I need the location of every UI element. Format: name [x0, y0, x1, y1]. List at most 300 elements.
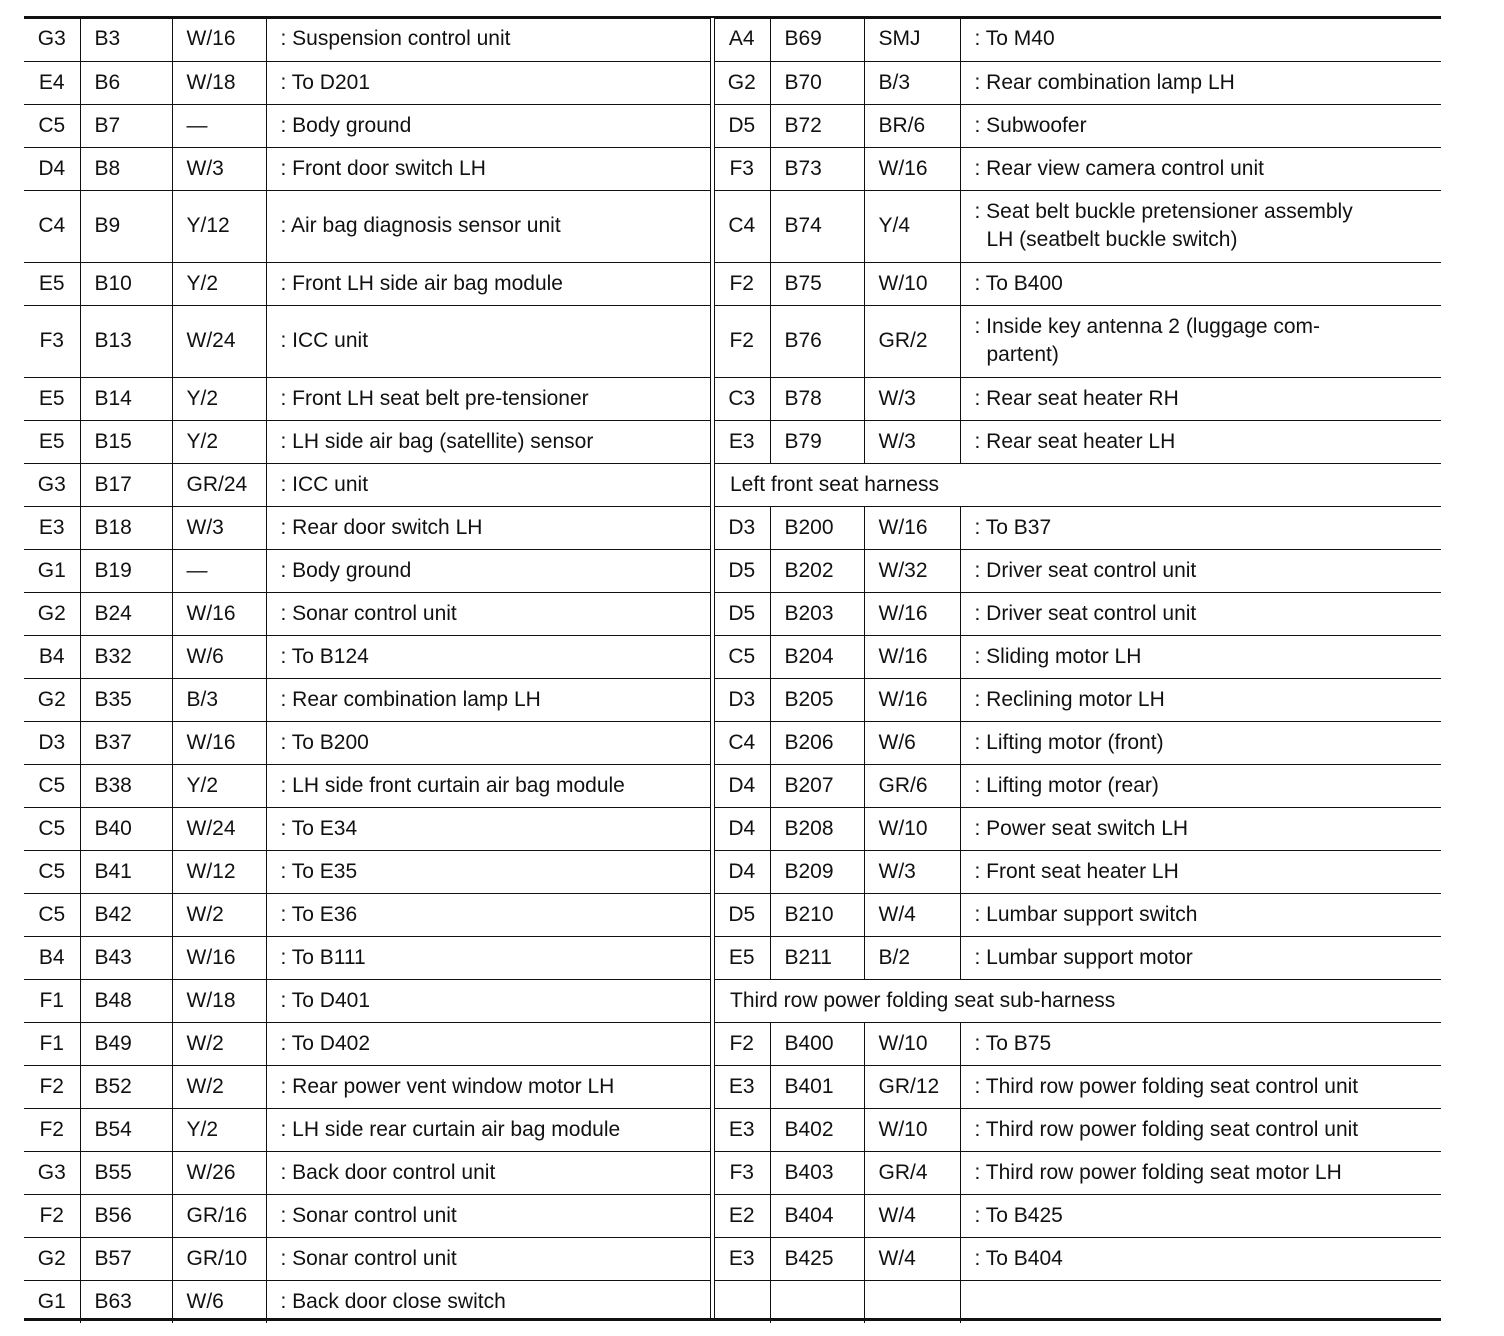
connector-type: — [172, 549, 266, 592]
connector-code: B205 [770, 678, 864, 721]
connector-row [714, 764, 1441, 807]
description-line: : Rear seat heater LH [974, 429, 1176, 453]
grid-location: C4 [714, 721, 770, 764]
connector-description [960, 305, 1441, 377]
description-line: : Front door switch LH [280, 156, 486, 180]
connector-description [960, 1151, 1441, 1194]
section-header-row [714, 463, 1441, 506]
connector-row [714, 305, 1441, 377]
connector-row [24, 678, 711, 721]
connector-code: B10 [80, 262, 172, 305]
connector-code: B63 [80, 1280, 172, 1323]
connector-row [714, 262, 1441, 305]
grid-location: C5 [24, 807, 80, 850]
description-line: : To D201 [280, 70, 371, 94]
connector-code: B24 [80, 592, 172, 635]
connector-type: W/10 [864, 807, 960, 850]
connector-description [266, 936, 711, 979]
connector-code: B56 [80, 1194, 172, 1237]
connector-type: B/2 [864, 936, 960, 979]
connector-code: B43 [80, 936, 172, 979]
connector-row [24, 807, 711, 850]
grid-location: E3 [714, 1237, 770, 1280]
table-bottom-rule [24, 1318, 1441, 1321]
connector-type: W/16 [172, 18, 266, 61]
connector-row [24, 764, 711, 807]
grid-location: C3 [714, 377, 770, 420]
connector-code: B79 [770, 420, 864, 463]
connector-description [266, 1280, 711, 1323]
connector-description [960, 936, 1441, 979]
grid-location: D5 [714, 549, 770, 592]
connector-row [24, 1194, 711, 1237]
connector-description [960, 104, 1441, 147]
connector-type: W/24 [172, 807, 266, 850]
section-header-row [714, 979, 1441, 1022]
connector-row [24, 1280, 711, 1323]
connector-row [24, 1108, 711, 1151]
connector-row [24, 463, 711, 506]
connector-code: B72 [770, 104, 864, 147]
connector-type: B/3 [172, 678, 266, 721]
description-line: : To E34 [280, 816, 358, 840]
connector-description [960, 61, 1441, 104]
section-title: Left front seat harness [714, 463, 1441, 506]
connector-row [24, 190, 711, 262]
description-line: : Seat belt buckle pretensioner assembly [974, 200, 1353, 223]
connector-code: B41 [80, 850, 172, 893]
grid-location: E3 [714, 420, 770, 463]
connector-code: B7 [80, 104, 172, 147]
grid-location [714, 1280, 770, 1323]
connector-code: B19 [80, 549, 172, 592]
connector-code: B14 [80, 377, 172, 420]
connector-code: B48 [80, 979, 172, 1022]
connector-row [24, 147, 711, 190]
description-line: : Lifting motor (front) [974, 730, 1164, 754]
connector-code: B49 [80, 1022, 172, 1065]
connector-row [714, 721, 1441, 764]
connector-row [24, 1151, 711, 1194]
grid-location: F2 [714, 305, 770, 377]
connector-row [714, 678, 1441, 721]
connector-description [266, 305, 711, 377]
connector-type: Y/2 [172, 1108, 266, 1151]
connector-type: W/12 [172, 850, 266, 893]
connector-description [960, 721, 1441, 764]
connector-description [266, 678, 711, 721]
connector-code: B6 [80, 61, 172, 104]
connector-type: — [172, 104, 266, 147]
connector-type: W/10 [864, 262, 960, 305]
grid-location: F3 [714, 1151, 770, 1194]
connector-row [714, 18, 1441, 61]
connector-code: B402 [770, 1108, 864, 1151]
connector-code: B401 [770, 1065, 864, 1108]
description-line: : ICC unit [280, 329, 369, 352]
connector-description [960, 262, 1441, 305]
connector-row [24, 104, 711, 147]
grid-location: B4 [24, 635, 80, 678]
grid-location: D4 [24, 147, 80, 190]
grid-location: D4 [714, 807, 770, 850]
description-line: partent) [986, 343, 1059, 366]
grid-location: D3 [714, 506, 770, 549]
connector-description [266, 377, 711, 420]
description-line: : Driver seat control unit [974, 558, 1197, 582]
connector-row [714, 147, 1441, 190]
description-line: : To B404 [974, 1246, 1063, 1270]
description-line: : Back door close switch [280, 1289, 506, 1313]
connector-row [714, 936, 1441, 979]
connector-type: Y/12 [172, 190, 266, 262]
connector-code: B204 [770, 635, 864, 678]
connector-description [266, 1065, 711, 1108]
connector-description [266, 147, 711, 190]
description-line: : To B75 [974, 1031, 1052, 1055]
connector-row [714, 506, 1441, 549]
connector-description [960, 1065, 1441, 1108]
connector-row [24, 979, 711, 1022]
connector-type [864, 1280, 960, 1323]
connector-type: W/18 [172, 979, 266, 1022]
description-line: : Body ground [280, 558, 412, 582]
grid-location: F2 [24, 1065, 80, 1108]
description-line: : Sonar control unit [280, 1246, 457, 1270]
grid-location: E5 [24, 262, 80, 305]
grid-location: D4 [714, 850, 770, 893]
connector-description [266, 18, 711, 61]
grid-location: G2 [24, 1237, 80, 1280]
connector-code: B76 [770, 305, 864, 377]
connector-description [960, 1194, 1441, 1237]
grid-location: E2 [714, 1194, 770, 1237]
connector-type: W/18 [172, 61, 266, 104]
connector-code: B35 [80, 678, 172, 721]
connector-description [266, 190, 711, 262]
connector-code: B74 [770, 190, 864, 262]
connector-row [24, 1022, 711, 1065]
connector-type: W/10 [864, 1108, 960, 1151]
connector-type: Y/2 [172, 262, 266, 305]
grid-location: G2 [24, 678, 80, 721]
description-line: : Air bag diagnosis sensor unit [280, 214, 561, 237]
connector-type: W/3 [172, 506, 266, 549]
connector-description [960, 549, 1441, 592]
connector-type: GR/6 [864, 764, 960, 807]
connector-code: B37 [80, 721, 172, 764]
connector-row [24, 61, 711, 104]
description-line: : Driver seat control unit [974, 601, 1197, 625]
description-line: : Rear seat heater RH [974, 386, 1179, 410]
connector-table-right [714, 18, 1441, 1323]
description-line: : Sonar control unit [280, 1203, 457, 1227]
grid-location: E5 [714, 936, 770, 979]
grid-location: C5 [24, 850, 80, 893]
connector-description [960, 1108, 1441, 1151]
description-line: : Front LH side air bag module [280, 271, 563, 295]
connector-code: B206 [770, 721, 864, 764]
connector-code: B209 [770, 850, 864, 893]
grid-location: C4 [714, 190, 770, 262]
grid-location: D5 [714, 104, 770, 147]
grid-location: E3 [714, 1108, 770, 1151]
description-line: : Rear combination lamp LH [280, 687, 541, 711]
grid-location: G2 [714, 61, 770, 104]
connector-type: W/2 [172, 1065, 266, 1108]
connector-type: W/3 [864, 850, 960, 893]
connector-description [266, 463, 711, 506]
description-line: : Lumbar support motor [974, 945, 1193, 969]
connector-code: B18 [80, 506, 172, 549]
connector-row [714, 635, 1441, 678]
grid-location: F1 [24, 979, 80, 1022]
connector-list-right [714, 18, 1441, 1323]
connector-code: B15 [80, 420, 172, 463]
connector-type: GR/10 [172, 1237, 266, 1280]
connector-type: W/16 [864, 506, 960, 549]
description-line: : Rear door switch LH [280, 515, 483, 539]
grid-location: F2 [24, 1194, 80, 1237]
connector-description [960, 678, 1441, 721]
description-line: : To B425 [974, 1203, 1063, 1227]
description-line: : To D402 [280, 1031, 371, 1055]
description-line: : LH side air bag (satellite) sensor [280, 429, 594, 453]
connector-description [266, 104, 711, 147]
connector-code: B69 [770, 18, 864, 61]
grid-location: C5 [714, 635, 770, 678]
connector-type: SMJ [864, 18, 960, 61]
connector-type: W/6 [172, 635, 266, 678]
connector-type: W/3 [172, 147, 266, 190]
grid-location: D3 [714, 678, 770, 721]
connector-description [960, 850, 1441, 893]
connector-type: W/26 [172, 1151, 266, 1194]
connector-type: W/16 [172, 592, 266, 635]
connector-code: B52 [80, 1065, 172, 1108]
connector-code: B55 [80, 1151, 172, 1194]
connector-type: W/24 [172, 305, 266, 377]
description-line: : ICC unit [280, 472, 369, 496]
connector-type: W/16 [864, 635, 960, 678]
grid-location: F3 [24, 305, 80, 377]
connector-row [24, 420, 711, 463]
connector-description [266, 1022, 711, 1065]
connector-row [714, 807, 1441, 850]
description-line: : To B400 [974, 271, 1063, 295]
description-line: : Body ground [280, 113, 412, 137]
connector-code: B70 [770, 61, 864, 104]
connector-code: B32 [80, 635, 172, 678]
connector-code: B78 [770, 377, 864, 420]
connector-description [266, 721, 711, 764]
grid-location: D5 [714, 592, 770, 635]
connector-code [770, 1280, 864, 1323]
connector-type: W/4 [864, 1194, 960, 1237]
connector-type: GR/24 [172, 463, 266, 506]
connector-description [960, 377, 1441, 420]
description-line: : Third row power folding seat control unit [974, 1074, 1359, 1098]
grid-location: E4 [24, 61, 80, 104]
connector-row [24, 549, 711, 592]
connector-row [24, 635, 711, 678]
grid-location: C5 [24, 893, 80, 936]
connector-type: W/16 [864, 678, 960, 721]
connector-type: W/4 [864, 893, 960, 936]
connector-description [266, 1194, 711, 1237]
grid-location: D4 [714, 764, 770, 807]
grid-location: G1 [24, 549, 80, 592]
grid-location: G3 [24, 463, 80, 506]
description-line: : Sonar control unit [280, 601, 457, 625]
connector-type: W/16 [864, 592, 960, 635]
connector-row [714, 1237, 1441, 1280]
connector-type: W/3 [864, 377, 960, 420]
connector-row [714, 104, 1441, 147]
connector-code: B17 [80, 463, 172, 506]
connector-description [266, 506, 711, 549]
description-line: : To M40 [974, 27, 1055, 51]
connector-code: B8 [80, 147, 172, 190]
grid-location: F2 [714, 262, 770, 305]
grid-location: E3 [714, 1065, 770, 1108]
connector-code: B404 [770, 1194, 864, 1237]
grid-location: G2 [24, 592, 80, 635]
grid-location: C5 [24, 764, 80, 807]
grid-location: F1 [24, 1022, 80, 1065]
connector-description [960, 1237, 1441, 1280]
grid-location: C5 [24, 104, 80, 147]
description-line: : Back door control unit [280, 1160, 496, 1184]
description-line: : Subwoofer [974, 113, 1087, 137]
grid-location: G3 [24, 1151, 80, 1194]
connector-description [960, 506, 1441, 549]
connector-description [266, 1237, 711, 1280]
connector-description [266, 807, 711, 850]
grid-location: G1 [37, 1289, 66, 1313]
description-line: : Rear power vent window motor LH [280, 1074, 615, 1098]
connector-description [266, 764, 711, 807]
connector-row [714, 1151, 1441, 1194]
connector-code: B200 [770, 506, 864, 549]
grid-location: E5 [24, 420, 80, 463]
connector-row [714, 1280, 1441, 1323]
connector-type: W/16 [172, 721, 266, 764]
grid-location: E3 [24, 506, 80, 549]
connector-row [24, 377, 711, 420]
connector-row [714, 190, 1441, 262]
connector-row [24, 936, 711, 979]
grid-location: F2 [24, 1108, 80, 1151]
connector-type: W/16 [172, 936, 266, 979]
connector-row [714, 1022, 1441, 1065]
connector-type: Y/4 [864, 190, 960, 262]
description-line: : Front LH seat belt pre-tensioner [280, 386, 589, 410]
connector-code: B403 [770, 1151, 864, 1194]
connector-type: Y/2 [172, 377, 266, 420]
connector-code: B13 [80, 305, 172, 377]
section-title: Third row power folding seat sub-harness [714, 979, 1441, 1022]
connector-type: W/3 [864, 420, 960, 463]
description-line: : Rear combination lamp LH [974, 70, 1235, 94]
connector-type: W/6 [172, 1280, 266, 1323]
connector-description [266, 549, 711, 592]
connector-description [266, 420, 711, 463]
connector-row [714, 1065, 1441, 1108]
grid-location: E5 [24, 377, 80, 420]
connector-type: GR/4 [864, 1151, 960, 1194]
connector-row [714, 850, 1441, 893]
connector-row [24, 1237, 711, 1280]
connector-description [266, 979, 711, 1022]
description-line: : Reclining motor LH [974, 687, 1165, 711]
connector-row [24, 506, 711, 549]
description-line: : Sliding motor LH [974, 644, 1142, 668]
description-line: : To E36 [280, 902, 358, 926]
connector-code: B425 [770, 1237, 864, 1280]
connector-code: B42 [80, 893, 172, 936]
connector-code: B208 [770, 807, 864, 850]
connector-row [24, 721, 711, 764]
connector-type: W/6 [864, 721, 960, 764]
connector-description [960, 1022, 1441, 1065]
connector-type: W/32 [864, 549, 960, 592]
connector-code: B9 [80, 190, 172, 262]
connector-row [24, 262, 711, 305]
connector-row [714, 1194, 1441, 1237]
description-line: : To B124 [280, 644, 369, 668]
connector-description [266, 592, 711, 635]
description-line: : Third row power folding seat control unit [974, 1117, 1359, 1141]
connector-code: B202 [770, 549, 864, 592]
connector-row [714, 592, 1441, 635]
connector-description [960, 147, 1441, 190]
grid-location: B4 [24, 936, 80, 979]
description-line: : To E35 [280, 859, 358, 883]
description-line: : To D401 [280, 988, 371, 1012]
connector-description [960, 1280, 1441, 1323]
connector-description [960, 764, 1441, 807]
grid-location: F2 [714, 1022, 770, 1065]
right-table-body [714, 18, 1441, 1323]
connector-type: W/2 [172, 1022, 266, 1065]
connector-code: B75 [770, 262, 864, 305]
connector-row [714, 377, 1441, 420]
connector-type: B/3 [864, 61, 960, 104]
connector-code: B211 [770, 936, 864, 979]
connector-description [960, 592, 1441, 635]
description-line: : Front seat heater LH [974, 859, 1179, 883]
connector-type: Y/2 [172, 420, 266, 463]
connector-description [960, 635, 1441, 678]
connector-row [24, 18, 711, 61]
connector-description [960, 18, 1441, 61]
connector-row [24, 850, 711, 893]
description-line: : Lifting motor (rear) [974, 773, 1159, 797]
grid-location: D3 [24, 721, 80, 764]
description-line: : To B37 [974, 515, 1052, 539]
connector-code: B203 [770, 592, 864, 635]
connector-table-left [24, 18, 711, 1323]
connector-row [24, 1065, 711, 1108]
connector-description [266, 893, 711, 936]
connector-description [960, 420, 1441, 463]
description-line: : Rear view camera control unit [974, 156, 1264, 180]
connector-code: B3 [80, 18, 172, 61]
description-line: : Suspension control unit [280, 27, 511, 51]
connector-code: B38 [80, 764, 172, 807]
connector-row [714, 1108, 1441, 1151]
